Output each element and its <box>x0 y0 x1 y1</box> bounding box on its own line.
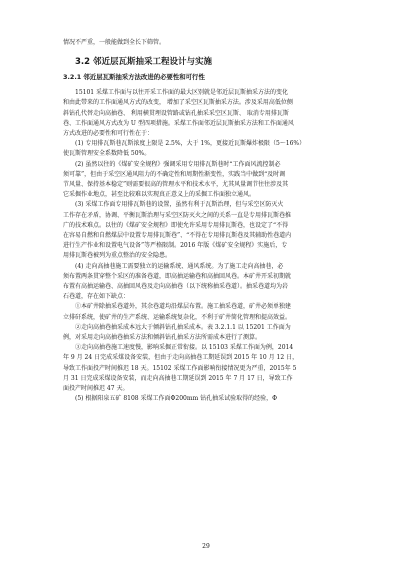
body-line: 广的技术难点。以往的《煤矿安全规程》即使允许采用专用排瓦斯巷，也设定了“不得 <box>63 221 289 229</box>
body-line: 在容易自燃和自燃煤层中设置专用排瓦斯巷”、“不得在专用排瓦斯巷及其辅助性巷道内 <box>63 232 292 240</box>
subsection-heading: 3.2.1 邻近层瓦斯抽采方法改进的必要性和可行性 <box>63 73 205 82</box>
list-item-line: (1) 专用排瓦斯巷瓦斯浓度上限是 2.5%，大于 1%，更接近瓦斯爆炸极限（5～16%） <box>75 140 306 148</box>
list-item-line: ③走向高抽巷施工速度慢，影响采掘正常衔接。以 15103 采煤工作面为例，2014 <box>75 344 294 352</box>
document-body <box>63 38 363 405</box>
body-line: 使瓦斯管理安全系数降低 50%。 <box>63 150 151 158</box>
paragraph-first-line: 15101 采煤工作面与以往开采工作面的最大区别就是邻近层瓦斯抽采方法的变化 <box>75 89 288 97</box>
body-line: 须布置两条贯穿整个采区的准备巷道，即高抽运输巷和高抽回风巷。本矿井开采初期就 <box>63 272 292 280</box>
body-line: 和由此带来的工作面通风方式的改变， 增加了采空区瓦斯抽采方法。涉及采用高低位侧 <box>63 99 293 107</box>
list-item-line: (3) 采煤工作面专用排瓦斯巷的设置，虽然有利于瓦斯治理，但与采空区防灭火 <box>75 201 284 209</box>
list-item-line: (5) 根据阳泉五矿 8108 采煤工作面Φ200mm 钻孔抽采试验取得的经验，Φ <box>75 395 278 403</box>
body-line: 石巷道，存在如下缺点： <box>63 293 130 301</box>
body-line: 月 31 日完成采煤设备安装，而走向高抽巷工期延误到 2015 年 7 月 17 日，导致工作 <box>63 374 293 382</box>
body-line: 须可靠”，但由于采空区通风阻力的不确定性和周期性渐变性，实践当中做到“及时调 <box>63 170 286 178</box>
body-line: 年 9 月 24 日完成采煤设备安装，但由于走向高抽巷工期延误到 2015 年 10 月 12 日， <box>63 354 299 362</box>
body-line: 斜钻孔代替走向高抽巷、 利用横贯埋设管路或钻孔抽采采空区瓦斯、 取消专用排瓦斯 <box>63 109 289 117</box>
list-item-line: (2) 虽然以往的《煤矿安全规程》强调采用专用排瓦斯巷时“工作面风流控制必 <box>75 160 281 168</box>
body-line: 导致工作面投产时间推迟 18 天。15102 采煤工作面影响衔接情况更为严重，2015年 5 <box>63 364 297 372</box>
body-line: 用排瓦斯巷被列为重点整治的安全隐患。 <box>63 252 172 260</box>
body-line: 工作存在矛盾，协调、平衡瓦斯治理与采空区防灭火之间的关系一直是专用排瓦斯巷推 <box>63 211 292 219</box>
body-line: 立排矸系统，使矿井的生产系统、运输系统复杂化，不利于矿井简化管理和提高效益。 <box>63 313 292 321</box>
body-line: 巷、工作面通风方式改为 U 型四项措施。采煤工作面邻近层瓦斯抽采方法和工作面通风 <box>63 119 294 127</box>
body-line: 方式改进的必要性和可行性在于： <box>63 130 154 138</box>
body-line: 面投产时间推迟 47 天。 <box>63 385 129 393</box>
section-heading: 3.2 邻近层瓦斯抽采工程设计与实施 <box>75 57 213 68</box>
page-number: 29 <box>202 543 210 550</box>
list-item-line: ①本矿井除抽采巷道外，其余巷道均沿煤层布置。施工抽采巷道，矿井必须单独建 <box>75 303 292 311</box>
body-line: 进行生产作业和设置电气设备”等严格限制。2016 年版《煤矿安全规程》实施后，专 <box>63 242 288 250</box>
body-line: 例，对采用走向高抽巷抽采方法和倾斜钻孔抽采方法所需成本进行了测算。 <box>63 334 262 342</box>
list-item-line: ②走向高抽巷抽采成本远大于倾斜钻孔抽采成本。表 3.2.1.1 以 15201 工作面为 <box>75 323 291 331</box>
body-line: 布置有高抽运输巷、高抽回风巷及走向高抽巷（以下统称抽采巷道）。抽采巷道均为岩 <box>63 283 289 291</box>
body-line: 它采掘作业地点，甚至比较难以实现真正意义上的采掘工作面独立通风。 <box>63 191 256 199</box>
body-line: 节风量、保持基本稳定”则需要很高的管理水平和技术水平，尤其风量调节往往涉及其 <box>63 181 289 189</box>
body-line: 情况不严重，一般能做到全长下筛管。 <box>63 39 166 46</box>
list-item-line: (4) 走向高抽巷施工需要独立的运输系统、通风系统。为了施工走向高抽巷，必 <box>75 262 284 270</box>
